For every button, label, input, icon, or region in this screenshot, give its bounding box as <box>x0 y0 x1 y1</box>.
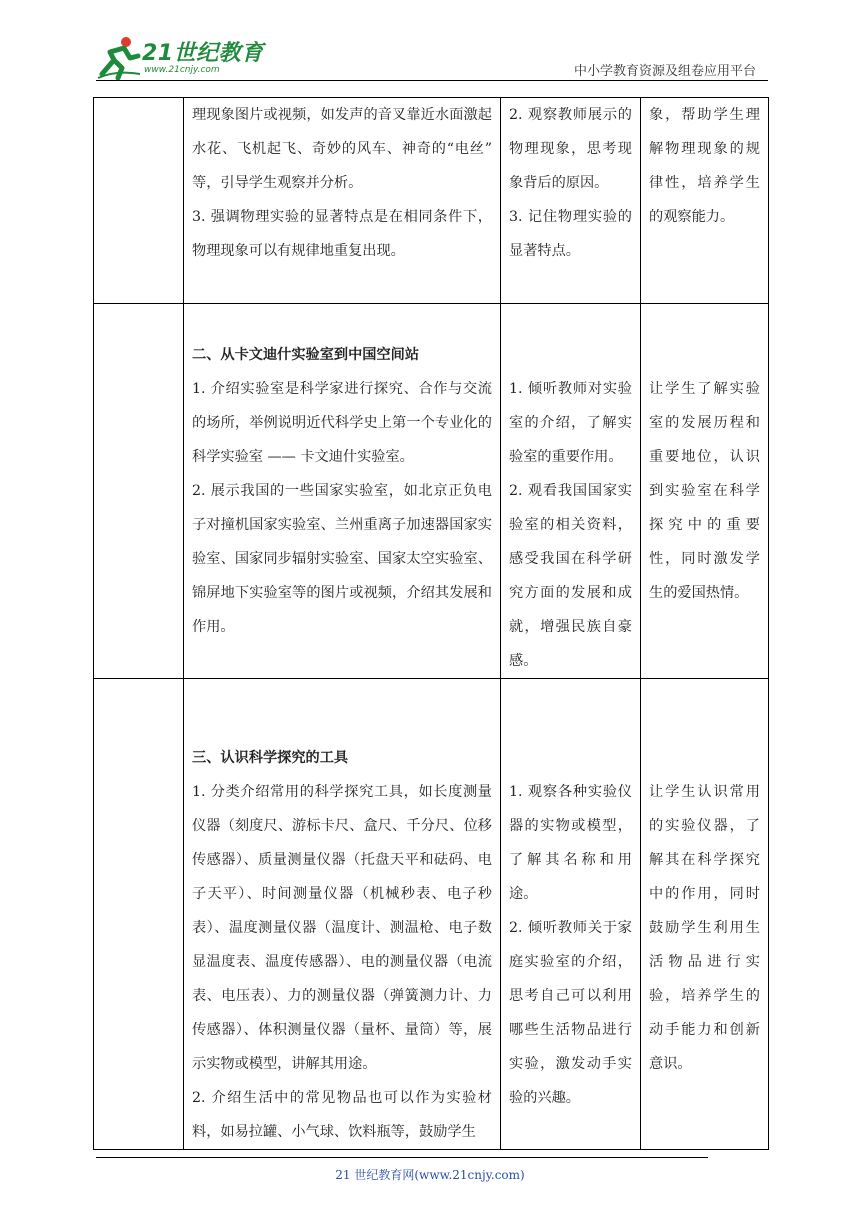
paragraph: 让学生了解实验室的发展历程和重要地位，认识到实验室在科学探究中的重要性，同时激发学生的爱国热情。 <box>649 381 760 601</box>
footer-text: 21 世纪教育网(www.21cnjy.com) <box>335 1168 525 1182</box>
teacher-activity-cell <box>184 304 501 679</box>
lesson-table <box>93 97 769 1150</box>
stage-cell <box>94 679 184 1150</box>
stage-cell <box>94 98 184 304</box>
paragraph: 2. 介绍生活中的常见物品也可以作为实验材料，如易拉罐、小气球、饮料瓶等，鼓励学生 <box>192 1090 492 1140</box>
paragraph: 2. 观察教师展示的物理现象，思考现象背后的原因。 <box>509 107 632 191</box>
paragraph: 理现象图片或视频，如发声的音叉靠近水面激起水花、飞机起飞、奇妙的风车、神奇的“电丝” 等，引导学生观察并分析。 <box>192 107 492 191</box>
footer-divider <box>96 1157 708 1158</box>
site-logo <box>96 34 266 80</box>
section-title: 三、认识科学探究的工具 <box>192 750 349 766</box>
header-divider <box>96 80 768 81</box>
paragraph: 2. 观看我国国家实验室的相关资料，感受我国在科学研究方面的发展和成就，增强民族自豪感。 <box>509 483 632 669</box>
paragraph: 1. 观察各种实验仪器的实物或模型，了解其名称和用途。 <box>509 784 632 902</box>
paragraph: 2. 倾听教师关于家庭实验室的介绍，思考自己可以利用哪些生活物品进行实验，激发动手实验的兴趣。 <box>509 920 632 1106</box>
paragraph: 象，帮助学生理解物理现象的规律性，培养学生的观察能力。 <box>649 107 760 225</box>
table-row <box>94 98 769 304</box>
student-activity-cell <box>501 98 641 304</box>
table-row <box>94 679 769 1150</box>
student-activity-cell <box>501 679 641 1150</box>
paragraph: 3. 强调物理实验的显著特点是在相同条件下，物理现象可以有规律地重复出现。 <box>192 209 492 259</box>
design-intent-cell <box>641 98 769 304</box>
section-title: 二、从卡文迪什实验室到中国空间站 <box>192 347 420 363</box>
paragraph: 1. 介绍实验室是科学家进行探究、合作与交流的场所，举例说明近代科学史上第一个专业化的科学实验室 —— 卡文迪什实验室。 <box>192 381 492 465</box>
paragraph: 3. 记住物理实验的显著特点。 <box>509 209 632 259</box>
platform-name: 中小学教育资源及组卷应用平台 <box>573 64 756 79</box>
paragraph: 1. 倾听教师对实验室的介绍，了解实验室的重要作用。 <box>509 381 632 465</box>
design-intent-cell <box>641 304 769 679</box>
paragraph: 2. 展示我国的一些国家实验室，如北京正负电子对撞机国家实验室、兰州重离子加速器国家实验室、国家同步辐射实验室、国家太空实验室、锦屏地下实验室等的图片或视频，介绍其发展和作用。 <box>192 483 492 635</box>
paragraph: 1. 分类介绍常用的科学探究工具，如长度测量仪器（刻度尺、游标卡尺、盒尺、千分尺、位移传感器）、质量测量仪器（托盘天平和砝码、电子天平）、时间测量仪器（机械秒表、电子秒表）、温度测量仪器（温度计、测温枪、电子数显温度表、温度传感器）、电的测量仪器（电流表、电压表）、力的测量仪器（弹簧测力计、力传感器）、体积测量仪器（量杯、量筒）等，展示实物或模型，讲解其用途。 <box>192 784 492 1072</box>
paragraph: 让学生认识常用的实验仪器，了解其在科学探究中的作用，同时鼓励学生利用生活物品进行实验，培养学生的动手能力和创新意识。 <box>649 784 760 1072</box>
student-activity-cell <box>501 304 641 679</box>
runner-logo-icon <box>96 34 142 80</box>
stage-cell <box>94 304 184 679</box>
logo-text: 21世纪教育 <box>142 41 264 66</box>
table-row <box>94 304 769 679</box>
teacher-activity-cell <box>184 679 501 1150</box>
logo-url: www.21cnjy.com <box>144 65 220 75</box>
design-intent-cell <box>641 679 769 1150</box>
teacher-activity-cell <box>184 98 501 304</box>
